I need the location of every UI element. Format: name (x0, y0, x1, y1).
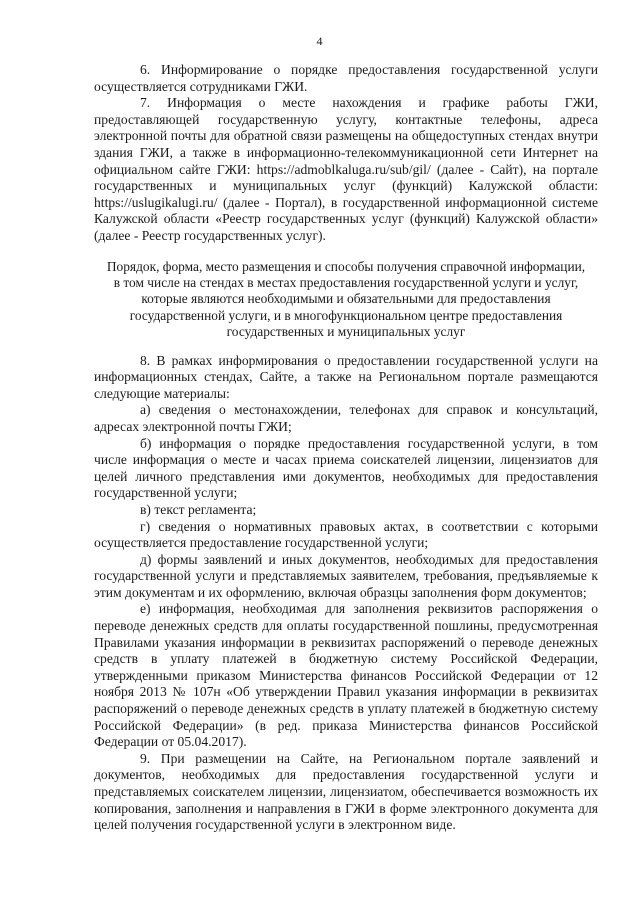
section-heading: Порядок, форма, место размещения и способы получения справочной информации, в том числе на стендах в местах предоставления государственной услуги и услуг, которые являются необходимыми и обязательными для предоставления государственной услуги, и в многофункциональном центре предоставления государственных и муниципальных услуг (106, 258, 586, 340)
item-a: а) сведения о местонахождении, телефонах для справок и консультаций, адресах электронной почты ГЖИ; (94, 402, 598, 434)
paragraph-6: 6. Информирование о порядке предоставления государственной услуги осуществляется сотрудниками ГЖИ. (94, 62, 598, 94)
item-e: е) информация, необходимая для заполнения реквизитов распоряжения о переводе денежных средств для оплаты государственной пошлины, предусмотренная Правилами указания информации в реквизитах распоряжений о переводе денежных средств в уплату платежей в бюджетную систему Российской Федерации, утвержденными приказом Министерства финансов Российской Федерации от 12 ноября 2013 № 107н «Об утверждении Правил указания информации в реквизитах распоряжений о переводе денежных средств в уплату платежей в бюджетную систему Российской Федерации» (в ред. приказа Министерства финансов Российской Федерации от 05.04.2017). (94, 601, 598, 750)
item-d: д) формы заявлений и иных документов, необходимых для предоставления государственной услуги и представляемых заявителем, требования, предъявляемые к этим документам и их оформлению, включая образцы заполнения форм документов; (94, 551, 598, 600)
paragraph-7: 7. Информация о месте нахождения и графике работы ГЖИ, предоставляющей государственную услугу, контактные телефоны, адреса электронной почты для обратной связи размещены на общедоступных стендах внутри здания ГЖИ, а также в информационно-телекоммуникационной сети Интернет на официальном сайте ГЖИ: https://admoblkaluga.ru/sub/gil/ (далее - Сайт), на портале государственных и муниципальных услуг (функций) Калужской области: https://uslugikalugi.ru/ (далее - Портал), в государственной информационной системе Калужской области «Реестр государственных услуг (функций) Калужской области» (далее - Реестр государственных услуг). (94, 95, 598, 243)
paragraph-8: 8. В рамках информирования о предоставлении государственной услуги на информационных стендах, Сайте, а также на Региональном портале размещаются следующие материалы: (94, 352, 598, 401)
item-g: г) сведения о нормативных правовых актах, в соответствии с которыми осуществляется предоставление государственной услуги; (94, 518, 598, 551)
document-body (94, 62, 598, 834)
paragraph-9: 9. При размещении на Сайте, на Региональном портале заявлений и документов, необходимых для предоставления государственной услуги и представляемых соискателем лицензии, лицензиатом, обеспечивается возможность их копирования, заполнения и направления в ГЖИ в форме электронного документа для целей получения государственной услуги в электронном виде. (94, 750, 598, 833)
page-number: 4 (316, 34, 323, 48)
item-v: в) текст регламента; (140, 501, 257, 517)
item-b: б) информация о порядке предоставления государственной услуги, в том числе информация о месте и часах приема соискателей лицензии, лицензиатов для целей личного представления ими документов, необходимых для предоставления государственной услуги; (94, 435, 598, 501)
